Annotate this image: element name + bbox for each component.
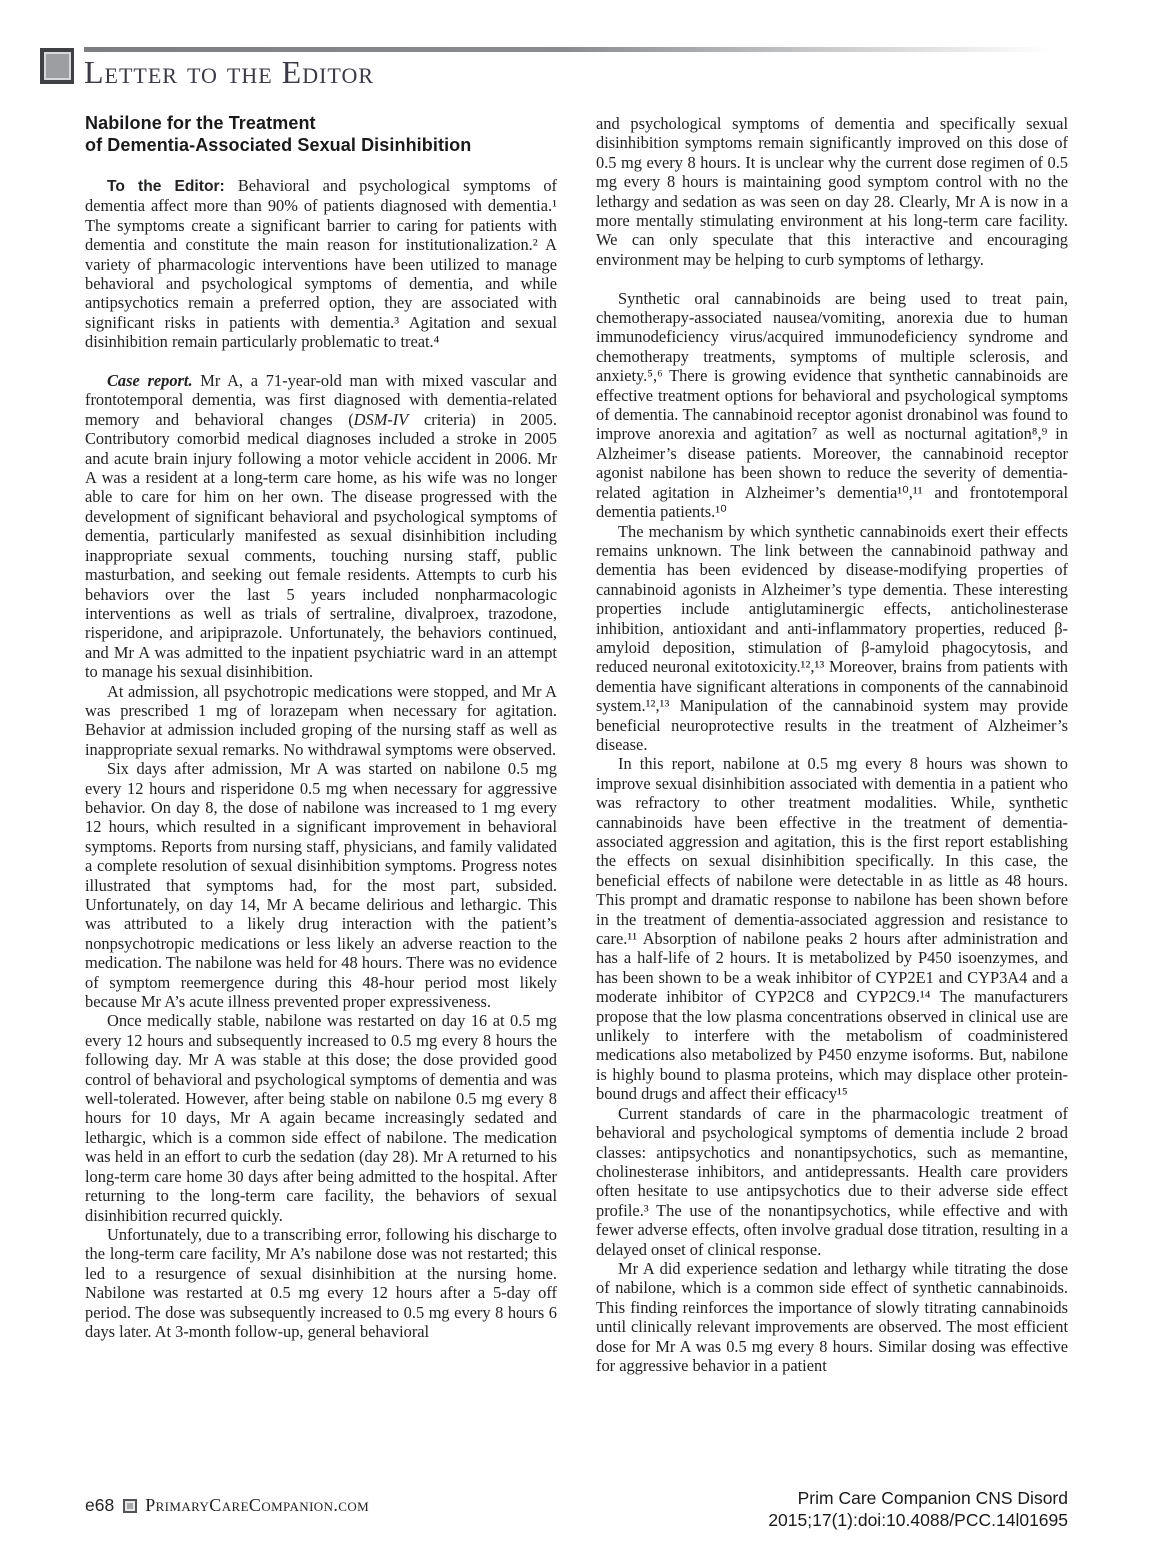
paragraph: Synthetic oral cannabinoids are being used to treat pain, chemotherapy-associated nausea/vomiting, anorexia due to human immunodeficiency virus/acquired immunodeficiency syndrome and chemotherapy treatments, symptoms of multiple sclerosis, and anxiety.⁵,⁶ There is growing evidence that synthetic cannabinoids are effective treatment options for behavioral and psychological symptoms of dementia. The cannabinoid receptor agonist dronabinol was found to improve anorexia and agitation⁷ as well as nocturnal agitation⁸,⁹ in Alzheimer’s disease patients. Moreover, the cannabinoid receptor agonist nabilone has been shown to reduce the severity of dementia-related agitation in Alzheimer’s dementia¹⁰,¹¹ and frontotemporal dementia patients.¹⁰ — [596, 288, 1068, 522]
journal-name: Prim Care Companion CNS Disord — [797, 1488, 1068, 1508]
paragraph: Once medically stable, nabilone was restarted on day 16 at 0.5 mg every 12 hours and subsequently increased to 0.5 mg every 8 hours the following day. Mr A was stable at this dose; the dose provided good control of behavioral and psychological symptoms of dementia and was well-tolerated. However, after being stable on nabilone 0.5 mg every 8 hours for 10 days, Mr A again became increasingly sedated and lethargic, which is a common side effect of nabilone. The medication was held in an effort to curb the sedation (day 28). Mr A returned to his long-term care home 30 days after being admitted to the hospital. After returning to the long-term care facility, the behaviors of sexual disinhibition recurred quickly. — [85, 1011, 557, 1225]
paragraph: The mechanism by which synthetic cannabinoids exert their effects remains unknown. The link between the cannabinoid pathway and dementia has been evidenced by disease-modifying properties of cannabinoid agonists in Alzheimer’s type dementia. These interesting properties include antiglutaminergic effects, anticholinesterase inhibition, antioxidant and anti-inflammatory properties, reduced β-amyloid deposition, stimulation of β-amyloid phagocytosis, and reduced neuronal exitotoxicity.¹²,¹³ Moreover, brains from patients with dementia have significant alterations in components of the cannabinoid system.¹²,¹³ Manipulation of the cannabinoid system may provide beneficial neuroprotective results in the treatment of Alzheimer’s disease. — [596, 521, 1068, 754]
paragraph: At admission, all psychotropic medications were stopped, and Mr A was prescribed 1 mg of lorazepam when necessary for agitation. Behavior at admission included groping of the nursing staff as well as inappropriate sexual remarks. No withdrawal symptoms were observed. — [85, 681, 557, 759]
journal-website: PrimaryCareCompanion.com — [145, 1495, 370, 1515]
paragraph: In this report, nabilone at 0.5 mg every 8 hours was shown to improve sexual disinhibition associated with dementia in a patient who was refractory to other treatment modalities. While, synthetic cannabinoids have been effective in the treatment of dementia-associated aggression and agitation, this is the first report establishing the effects on sexual disinhibition specifically. In this case, the beneficial effects of nabilone were detectable in as little as 48 hours. This prompt and dramatic response to nabilone has been shown before in the treatment of dementia-associated aggression and resistance to care.¹¹ Absorption of nabilone peaks 2 hours after administration and has a half-life of 2 hours. It is metabolized by P450 isoenzymes, and has been shown to be a weak inhibitor of CYP2E1 and CYP3A4 and a moderate inhibitor of CYP2C8 and CYP2C9.¹⁴ The manufacturers propose that the low plasma concentrations observed in clinical use are unlikely to interfere with the metabolism of coadministered medications also metabolized by P450 enzyme isoforms. But, nabilone is highly bound to plasma proteins, which may displace other protein-bound drugs and affect their efficacy¹⁵ — [596, 754, 1068, 1104]
case-report-lead: Case report. — [107, 371, 193, 391]
paragraph: Mr A did experience sedation and lethargy while titrating the dose of nabilone, which is a common side effect of synthetic cannabinoids. This finding reinforces the importance of slowly titrating cannabinoids until clinically relevant improvements are observed. The most efficient dose for Mr A was 0.5 mg every 8 hours. Similar dosing was effective for aggressive behavior in a patient — [596, 1258, 1068, 1375]
section-marker-inner-square — [44, 52, 71, 80]
article-title-line2: of Dementia-Associated Sexual Disinhibition — [85, 135, 472, 155]
right-column — [596, 114, 1068, 1375]
paragraph-case-report — [85, 371, 557, 682]
article-title-line1: Nabilone for the Treatment — [85, 113, 316, 133]
paragraph-text: Behavioral and psychological symptoms of dementia affect more than 90% of patients diagnosed with dementia.¹ The symptoms create a significant barrier to caring for patients with dementia and constitute the main reason for institutionalization.² A variety of pharmacologic interventions have been utilized to manage behavioral and psychological symptoms of dementia, and while antipsychotics remain a preferred option, they are associated with significant risks in patients with dementia.³ Agitation and sexual disinhibition remain particularly problematic to treat.⁴ — [85, 176, 557, 352]
paragraph-text: criteria) in 2005. Contributory comorbid medical diagnoses included a stroke in 2005 and acute brain injury following a motor vehicle accident in 2006. Mr A was a resident at a long-term care home, as his wife was no longer able to care for him on her own. The disease progressed with the development of significant behavioral and psychological symptoms of dementia, particularly manifested as sexual disinhibition including inappropriate sexual comments, touching nursing staff, public masturbation, and seeking out female residents. Attempts to curb his behaviors over the last 5 years included nonpharmacologic interventions as well as trials of sertraline, divalproex, trazodone, risperidone, and aripiprazole. Unfortunately, the behaviors continued, and Mr A was admitted to the inpatient psychiatric ward in an attempt to manage his sexual disinhibition. — [85, 409, 557, 682]
page-number: e68 — [85, 1495, 115, 1515]
footer-marker-icon — [123, 1499, 137, 1513]
left-column — [85, 176, 557, 1341]
paragraph: Unfortunately, due to a transcribing error, following his discharge to the long-term care facility, Mr A’s nabilone dose was not restarted; this led to a resurgence of sexual disinhibition at the nursing home. Nabilone was restarted at 0.5 mg every 12 hours after a 5-day off period. The dose was subsequently increased to 0.5 mg every 8 hours 6 days later. At 3-month follow-up, general behavioral — [85, 1224, 557, 1341]
paragraph-text: Mr A, a 71-year-old man with mixed vascular and frontotemporal dementia, was first diagnosed with dementia-related memory and behavioral changes ( — [85, 371, 557, 429]
section-marker-icon — [40, 48, 74, 84]
footer-left — [85, 1495, 369, 1516]
paragraph-continuation: and psychological symptoms of dementia and specifically sexual disinhibition symptoms remain significantly improved on this dose of 0.5 mg every 8 hours. It is unclear why the current dose regimen of 0.5 mg every 8 hours is maintaining good symptom control with no the lethargy and sedation as was seen on day 28. Clearly, Mr A is now in a more mentally stimulating environment at his long-term care facility. We can only speculate that this interactive and encouraging environment may be helping to curb symptoms of lethargy. — [596, 114, 1068, 269]
paragraph: Current standards of care in the pharmacologic treatment of behavioral and psychological symptoms of dementia include 2 broad classes: antipsychotics and nonantipsychotics, such as memantine, cholinesterase inhibitors, and antidepressants. Health care providers often hesitate to use antipsychotics due to their adverse side effect profile.³ The use of the nonantipsychotics, while effective and with fewer adverse effects, often involve gradual dose titration, resulting in a delayed onset of clinical response. — [596, 1103, 1068, 1259]
to-the-editor-lead: To the Editor: — [107, 178, 238, 195]
dsm-iv-italic: DSM-IV — [353, 409, 409, 429]
citation-doi: 2015;17(1):doi:10.4088/PCC.14l01695 — [768, 1509, 1068, 1530]
paragraph: Six days after admission, Mr A was started on nabilone 0.5 mg every 12 hours and risperidone 0.5 mg when necessary for aggressive behavior. On day 8, the dose of nabilone was increased to 1 mg every 12 hours, which resulted in a significant improvement in behavioral symptoms. Reports from nursing staff, physicians, and family validated a complete resolution of sexual disinhibition symptoms. Progress notes illustrated that symptoms had, for the most part, subsided. Unfortunately, on day 14, Mr A became delirious and lethargic. This was attributed to a likely drug interaction with the patient’s nonpsychotropic medications or less likely an adverse reaction to the medication. The nabilone was held for 48 hours. There was no evidence of symptom reemergence during this 48-hour period most likely because Mr A’s acute illness prevented proper expressiveness. — [85, 759, 557, 1012]
article-title — [85, 112, 471, 156]
paragraph-to-the-editor — [85, 176, 557, 352]
section-label: Letter to the Editor — [84, 54, 375, 90]
header-rule — [84, 47, 1050, 52]
footer-right — [768, 1488, 1068, 1531]
